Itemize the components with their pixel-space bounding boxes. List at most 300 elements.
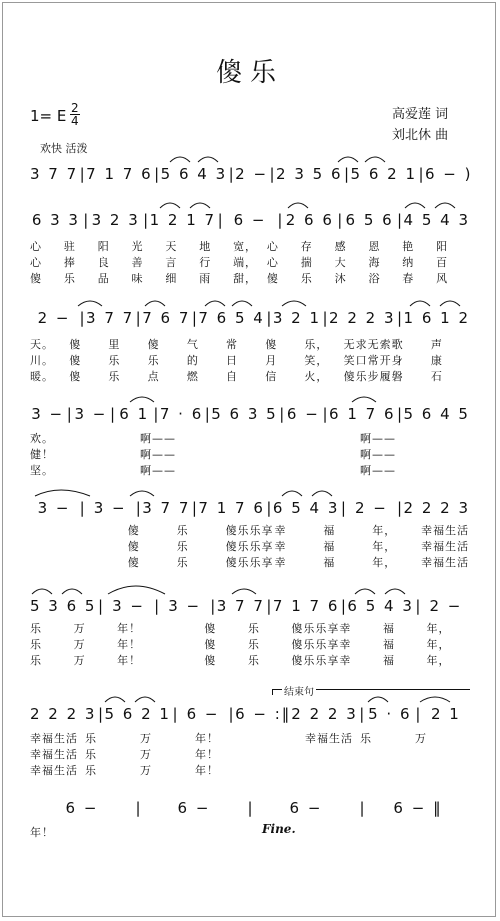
measure: 5 6 4 3 bbox=[160, 165, 228, 183]
lyric-word: 福 bbox=[323, 524, 336, 537]
slur bbox=[338, 157, 358, 162]
lyric-word: 啊—— bbox=[360, 448, 396, 461]
lyric-word bbox=[195, 462, 250, 478]
bar-line: | bbox=[396, 309, 403, 327]
lyric-word: 声 bbox=[430, 338, 443, 351]
tempo-marking: 欢快 活泼 bbox=[40, 142, 88, 155]
lyric-word: 石 bbox=[430, 370, 443, 383]
lyric-word: 风 bbox=[436, 272, 449, 285]
lyric-word: 磐 bbox=[391, 370, 404, 383]
slur bbox=[410, 301, 430, 306]
lyric-word: 年， bbox=[426, 654, 451, 667]
bar-line: | bbox=[247, 799, 253, 817]
lyric-word: 沐 bbox=[334, 272, 347, 285]
lyric-word: 幸福生活 bbox=[30, 748, 78, 761]
measure: 7 1 7 6 bbox=[198, 499, 265, 517]
lyric-word: 傻乐步履 bbox=[343, 370, 392, 383]
lyric-word: 阳 bbox=[97, 240, 110, 253]
lyric-word: 自 bbox=[226, 370, 239, 383]
slur bbox=[420, 697, 450, 702]
measure: 2 2 2 3 bbox=[291, 705, 358, 723]
slur bbox=[355, 589, 375, 594]
slur bbox=[170, 157, 190, 162]
lyric-word: 傻 bbox=[204, 654, 217, 667]
lyric-word bbox=[415, 430, 470, 446]
lyric-word: 啊—— bbox=[140, 432, 176, 445]
bar-line: | bbox=[172, 705, 178, 723]
lyric-word bbox=[415, 462, 470, 478]
lyric-word: 啊—— bbox=[360, 432, 396, 445]
song-title: 傻乐 bbox=[215, 58, 284, 88]
bar-line: | bbox=[154, 165, 160, 183]
lyric-word: 万 bbox=[415, 732, 427, 745]
lyric-word: 川。 bbox=[30, 354, 54, 367]
slur bbox=[405, 203, 425, 208]
lyric-word: 无求无索 bbox=[343, 338, 392, 351]
lyric-word bbox=[305, 446, 360, 462]
measure: 6 − bbox=[177, 799, 211, 817]
bar-line: | bbox=[279, 405, 285, 423]
lyric-word: 坚。 bbox=[30, 464, 54, 477]
bar-line: | bbox=[269, 165, 275, 183]
bar-line: | bbox=[277, 211, 283, 229]
slur bbox=[282, 301, 306, 306]
lyric-word: 笑， bbox=[304, 354, 329, 367]
lyric-word: 幸福生活 bbox=[305, 732, 353, 745]
lyric-line bbox=[30, 462, 470, 478]
measure: 3 2 1 bbox=[272, 309, 322, 327]
lyric-word: 傻乐乐享 bbox=[225, 540, 274, 553]
lyric-word: 大 bbox=[334, 256, 347, 269]
lyric-word bbox=[305, 762, 360, 778]
lyric-word: 万 bbox=[73, 638, 86, 651]
lyric-word: 健！ bbox=[30, 448, 54, 461]
lyric-word bbox=[415, 824, 470, 840]
lyric-word: 乐 bbox=[30, 622, 42, 635]
lyric-word: 信 bbox=[265, 370, 278, 383]
lyric-word bbox=[195, 430, 250, 446]
bar-line: | bbox=[154, 597, 160, 615]
slur bbox=[368, 697, 388, 702]
slur bbox=[232, 301, 252, 306]
lyric-word bbox=[30, 522, 79, 538]
lyric-word: 地 bbox=[199, 240, 212, 253]
bar-line: | bbox=[266, 499, 272, 517]
measure: 7 1 7 6 bbox=[86, 165, 153, 183]
bar-line: | bbox=[153, 405, 159, 423]
lyric-word bbox=[360, 746, 415, 762]
lyric-word: 幸 bbox=[274, 524, 287, 537]
lyric-word: 乐 bbox=[108, 354, 121, 367]
lyric-word bbox=[85, 462, 140, 478]
slur bbox=[288, 203, 308, 208]
bar-line: | bbox=[110, 405, 116, 423]
lyric-word: 乐 bbox=[85, 764, 97, 777]
lyric-word: 福 bbox=[382, 622, 395, 635]
lyric-word: 傻乐乐享 bbox=[291, 638, 340, 651]
bar-line: | bbox=[322, 309, 328, 327]
lyric-word: 乐 bbox=[30, 638, 42, 651]
bar-line: | bbox=[210, 597, 216, 615]
measure: 6 5 4 3 bbox=[347, 597, 414, 615]
lyric-word: 福 bbox=[382, 638, 395, 651]
lyric-word: 细 bbox=[165, 272, 178, 285]
measure: 3 − bbox=[74, 405, 108, 423]
lyric-word bbox=[30, 554, 79, 570]
lyric-word: 品 bbox=[97, 272, 110, 285]
lyric-word bbox=[305, 746, 360, 762]
measure: 5 · 6 bbox=[368, 705, 412, 723]
slur bbox=[205, 301, 225, 306]
lyric-word: 年， bbox=[372, 540, 397, 553]
lyric-word: 乐 bbox=[247, 622, 260, 635]
lyric-word bbox=[305, 824, 360, 840]
lyric-word: 心 bbox=[266, 256, 279, 269]
lyric-word: 乐 bbox=[30, 654, 42, 667]
slur bbox=[232, 589, 256, 594]
lyric-word: 幸福生活 bbox=[421, 524, 470, 537]
bar-line: | bbox=[135, 799, 141, 817]
bar-line: | bbox=[228, 165, 234, 183]
measure: 6 − bbox=[286, 405, 320, 423]
lyric-word: 乐 bbox=[85, 748, 97, 761]
lyric-word: 乐 bbox=[247, 638, 260, 651]
lyric-word bbox=[79, 554, 128, 570]
lyric-word: 百 bbox=[436, 256, 449, 269]
slur bbox=[190, 203, 210, 208]
measure: 2 2 2 3 bbox=[329, 309, 396, 327]
measure: 1 2 1 7 bbox=[149, 211, 217, 229]
lyric-word: 纳 bbox=[402, 256, 415, 269]
lyric-word: 笑口常开 bbox=[343, 354, 392, 367]
bar-line: | bbox=[397, 211, 403, 229]
lyric-line bbox=[30, 446, 470, 462]
measure: 1 6 1 2 bbox=[403, 309, 470, 327]
lyric-word bbox=[250, 746, 305, 762]
lyric-word: 言 bbox=[165, 256, 178, 269]
lyric-word: 常 bbox=[226, 338, 239, 351]
fine-marking: Fine. bbox=[262, 822, 296, 836]
bar-line: | bbox=[340, 499, 346, 517]
lyric-word: 歌 bbox=[391, 338, 404, 351]
slur bbox=[385, 589, 405, 594]
measure: 2 2 2 3 bbox=[30, 705, 97, 723]
slur bbox=[105, 697, 125, 702]
bar-line: | bbox=[135, 309, 141, 327]
measure: 2 6 6 bbox=[285, 211, 334, 229]
bar-line: | bbox=[143, 211, 149, 229]
measure: 7 1 7 6 bbox=[272, 597, 340, 615]
lyric-word: 揣 bbox=[300, 256, 313, 269]
lyric-word: 良 bbox=[97, 256, 110, 269]
slur bbox=[108, 586, 165, 594]
lyric-line bbox=[30, 270, 470, 286]
bar-line: | bbox=[396, 499, 403, 517]
lyric-word: 乐， bbox=[304, 338, 329, 351]
measure: 3 7 7 bbox=[216, 597, 265, 615]
lyric-word: 味 bbox=[131, 272, 144, 285]
bar-line: | bbox=[97, 705, 104, 723]
slur bbox=[135, 697, 155, 702]
lyric-word: 傻 bbox=[30, 272, 42, 285]
slur bbox=[440, 301, 460, 306]
lyric-word: 心 bbox=[30, 240, 42, 253]
lyric-word bbox=[250, 446, 305, 462]
time-denominator: 4 bbox=[71, 114, 79, 128]
lyric-word bbox=[85, 446, 140, 462]
lyric-word: 福 bbox=[323, 556, 336, 569]
lyric-word bbox=[250, 730, 305, 746]
lyric-word bbox=[161, 620, 205, 636]
measure: 6 − bbox=[233, 211, 267, 229]
lyric-word: 幸 bbox=[274, 540, 287, 553]
lyric-word: 感 bbox=[334, 240, 347, 253]
lyric-word: 幸 bbox=[339, 638, 352, 651]
lyric-word: 乐 bbox=[147, 354, 160, 367]
lyric-word: 年！ bbox=[195, 732, 219, 745]
lyric-line bbox=[30, 620, 470, 636]
measure: 7 · 6 bbox=[159, 405, 204, 423]
lyric-word: 乐 bbox=[176, 556, 189, 569]
bar-line: | bbox=[228, 705, 234, 723]
lyric-line bbox=[30, 336, 470, 352]
lyric-word: 阳 bbox=[436, 240, 449, 253]
measure: 3 − bbox=[93, 499, 127, 517]
lyric-word bbox=[360, 824, 415, 840]
lyric-word bbox=[415, 762, 470, 778]
lyric-word: 年， bbox=[426, 622, 451, 635]
lyric-word: 春 bbox=[402, 272, 415, 285]
lyric-word: 万 bbox=[140, 748, 152, 761]
lyric-word: 光 bbox=[131, 240, 144, 253]
lyric-word: 年！ bbox=[117, 622, 142, 635]
lyric-line bbox=[30, 238, 470, 254]
lyric-word bbox=[161, 652, 205, 668]
measure: 5 3 6 5 bbox=[30, 597, 97, 615]
measure: 6 − bbox=[186, 705, 220, 723]
bar-line: | bbox=[79, 499, 85, 517]
measure: 3 7 7 bbox=[142, 499, 191, 517]
bar-line: | bbox=[415, 705, 421, 723]
lyric-word bbox=[161, 636, 205, 652]
lyric-word: 心 bbox=[266, 240, 279, 253]
lyric-line bbox=[30, 762, 470, 778]
lyric-line bbox=[30, 652, 470, 668]
lyric-line bbox=[30, 352, 470, 368]
measure: 6 1 7 6 bbox=[329, 405, 396, 423]
lyric-word: 幸福生活 bbox=[30, 732, 78, 745]
lyric-word: 啊—— bbox=[360, 464, 396, 477]
lyric-word: 天。 bbox=[30, 338, 54, 351]
lyric-word: 傻 bbox=[69, 354, 82, 367]
lyric-word bbox=[415, 446, 470, 462]
slur bbox=[35, 490, 90, 496]
lyric-word bbox=[250, 762, 305, 778]
bar-line: | bbox=[359, 799, 365, 817]
measure: 6 − ) bbox=[425, 165, 473, 183]
slur bbox=[312, 491, 332, 496]
lyric-word: 年！ bbox=[117, 654, 142, 667]
lyric-word: 万 bbox=[73, 622, 86, 635]
bar-line: | bbox=[337, 211, 343, 229]
measure: 5 6 2 1 bbox=[104, 705, 171, 723]
measure: 6 3 3 bbox=[31, 211, 80, 229]
lyric-word: 端， bbox=[233, 256, 258, 269]
lyric-word: 月 bbox=[265, 354, 278, 367]
lyric-line bbox=[30, 538, 470, 554]
lyric-word bbox=[250, 462, 305, 478]
lyric-word bbox=[195, 824, 250, 840]
lyric-word: 傻 bbox=[265, 338, 278, 351]
lyric-word: 艳 bbox=[402, 240, 415, 253]
lyric-word: 海 bbox=[368, 256, 381, 269]
lyric-word: 傻 bbox=[147, 338, 160, 351]
measure: 5 6 2 1 bbox=[350, 165, 417, 183]
measure: 2 − bbox=[37, 309, 71, 327]
measure: 3 − bbox=[37, 499, 71, 517]
slur bbox=[32, 589, 52, 594]
lyric-word: 傻乐乐享 bbox=[291, 622, 340, 635]
measure: 2 3 5 6 bbox=[276, 165, 343, 183]
slur bbox=[365, 157, 385, 162]
measure: 3 2 3 bbox=[91, 211, 140, 229]
lyric-word bbox=[85, 430, 140, 446]
lyric-word: 存 bbox=[300, 240, 313, 253]
lyric-word: 乐 bbox=[108, 370, 121, 383]
bar-line: | bbox=[322, 405, 328, 423]
lyric-word: 幸 bbox=[339, 654, 352, 667]
measure: 6 − ‖ bbox=[393, 799, 443, 817]
bar-line: | bbox=[266, 309, 272, 327]
lyric-word: 傻 bbox=[204, 638, 217, 651]
bar-line: | bbox=[66, 405, 72, 423]
lyric-word: 身 bbox=[391, 354, 404, 367]
lyric-word: 乐 bbox=[63, 272, 76, 285]
measure: 7 6 5 4 bbox=[198, 309, 265, 327]
lyric-word bbox=[30, 538, 79, 554]
lyric-word bbox=[140, 824, 195, 840]
lyric-word bbox=[360, 762, 415, 778]
lyric-word: 心 bbox=[30, 256, 42, 269]
lyric-word: 傻 bbox=[204, 622, 217, 635]
lyric-word: 天 bbox=[165, 240, 178, 253]
lyric-word: 乐 bbox=[176, 540, 189, 553]
lyric-word: 福 bbox=[382, 654, 395, 667]
lyric-word bbox=[415, 746, 470, 762]
measure: 2 − bbox=[235, 165, 269, 183]
measure: 7 6 7 bbox=[142, 309, 191, 327]
lyricist-credit: 高爱莲 词 bbox=[392, 107, 449, 122]
bar-line: | bbox=[79, 309, 85, 327]
lyric-line bbox=[30, 368, 470, 384]
lyric-word: 捧 bbox=[63, 256, 76, 269]
measure: 6 − bbox=[65, 799, 99, 817]
measure: 3 − bbox=[31, 405, 65, 423]
lyric-word: 傻 bbox=[266, 272, 279, 285]
bar-line: | bbox=[204, 405, 210, 423]
lyric-word: 年！ bbox=[30, 826, 54, 839]
lyric-line bbox=[30, 746, 470, 762]
lyric-word: 雨 bbox=[199, 272, 212, 285]
lyric-line bbox=[30, 522, 470, 538]
lyric-word: 浴 bbox=[368, 272, 381, 285]
lyric-word: 宽， bbox=[233, 240, 258, 253]
slur bbox=[282, 491, 302, 496]
lyric-word: 幸 bbox=[274, 556, 287, 569]
measure: 2 − bbox=[355, 499, 388, 517]
bar-line: | bbox=[217, 211, 223, 229]
lyric-word: 里 bbox=[108, 338, 121, 351]
lyric-word: 傻 bbox=[127, 540, 140, 553]
lyric-word: 的 bbox=[186, 354, 199, 367]
bar-line: | bbox=[97, 597, 104, 615]
lyric-line bbox=[30, 636, 470, 652]
slur bbox=[145, 301, 165, 306]
lyric-word: 万 bbox=[73, 654, 86, 667]
lyric-word: 点 bbox=[147, 370, 160, 383]
lyric-word: 幸福生活 bbox=[421, 540, 470, 553]
lyric-word: 傻 bbox=[69, 338, 82, 351]
lyric-word: 年， bbox=[372, 524, 397, 537]
slur bbox=[130, 397, 154, 402]
lyric-word: 傻乐乐享 bbox=[225, 524, 274, 537]
measure: 6 5 6 bbox=[345, 211, 394, 229]
bar-line: | bbox=[415, 597, 421, 615]
lyric-word bbox=[195, 446, 250, 462]
measure: 5 6 4 5 bbox=[403, 405, 470, 423]
lyric-word bbox=[305, 430, 360, 446]
lyric-word: 年， bbox=[426, 638, 451, 651]
lyric-word: 啊—— bbox=[140, 464, 176, 477]
slur bbox=[62, 589, 82, 594]
slur bbox=[130, 491, 154, 496]
bar-line: | bbox=[418, 165, 424, 183]
bar-line: | bbox=[191, 309, 197, 327]
lyric-word: 傻 bbox=[127, 524, 140, 537]
bar-line: | bbox=[396, 405, 403, 423]
lyric-word: 乐 bbox=[85, 732, 97, 745]
lyric-word: 乐 bbox=[176, 524, 189, 537]
lyric-word bbox=[250, 430, 305, 446]
lyric-line bbox=[30, 254, 470, 270]
measure: 2 1 bbox=[431, 705, 461, 723]
lyric-word: 驻 bbox=[63, 240, 76, 253]
measure: 6 5 4 3 bbox=[272, 499, 340, 517]
measure: 3 7 7 bbox=[30, 165, 79, 183]
slur bbox=[435, 203, 455, 208]
lyric-word bbox=[85, 824, 140, 840]
time-numerator: 2 bbox=[71, 101, 79, 115]
bar-line: | bbox=[340, 597, 346, 615]
measure: 6 1 bbox=[119, 405, 150, 423]
measure: 3 − bbox=[168, 597, 202, 615]
bar-line: | bbox=[191, 499, 197, 517]
lyric-word: 乐 bbox=[360, 732, 372, 745]
lyric-word: 幸福生活 bbox=[421, 556, 470, 569]
lyric-word: 甜， bbox=[233, 272, 258, 285]
slur bbox=[160, 203, 180, 208]
lyric-word bbox=[250, 824, 305, 840]
bar-line: | bbox=[135, 499, 141, 517]
lyric-word: 啊—— bbox=[140, 448, 176, 461]
slur bbox=[198, 157, 218, 162]
measure: 6 − :‖ bbox=[235, 705, 292, 723]
ending-marker-label: 结束句 bbox=[284, 687, 314, 698]
measure: 3 − bbox=[112, 597, 145, 615]
lyric-word bbox=[305, 462, 360, 478]
key-signature: 1= E bbox=[30, 107, 67, 125]
lyric-word: 恩 bbox=[368, 240, 381, 253]
